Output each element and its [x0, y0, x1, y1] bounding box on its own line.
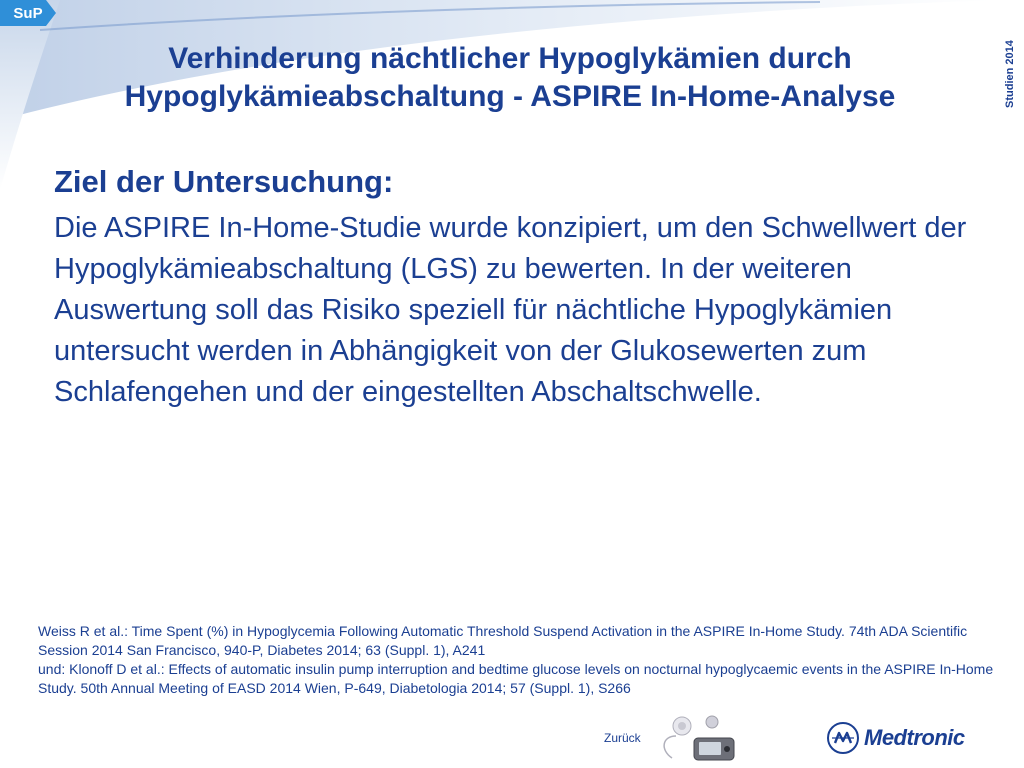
- main-content: [54, 162, 984, 413]
- medtronic-logo-icon: [826, 721, 860, 755]
- title-line-1: Verhinderung nächtlicher Hypoglykämien durch: [168, 42, 852, 75]
- sup-badge-label: SuP: [13, 4, 43, 22]
- reference-1: Weiss R et al.: Time Spent (%) in Hypoglycemia Following Automatic Threshold Suspend Activation in the ASPIRE In-Home Study. 74th ADA Scientific Session 2014 San Francisco, 940-P, Diabetes 2014; 63 (Suppl. 1), A241: [38, 623, 968, 658]
- logo-wordmark: Medtronic: [864, 725, 965, 750]
- references: [38, 622, 1008, 698]
- sup-badge: [0, 0, 56, 26]
- reference-2: und: Klonoff D et al.: Effects of automatic insulin pump interruption and bedtime glucose levels on nocturnal hypoglycaemic events in the ASPIRE In-Home Study. 50th Annual Meeting of EASD 2014 Wien, P-649, Diabetologia 2014; 57 (Suppl. 1), S266: [38, 661, 994, 696]
- side-label-text: Studien 2014: [1004, 40, 1016, 108]
- back-link[interactable]: Zurück: [604, 731, 641, 745]
- slide-title: [60, 40, 960, 116]
- body-paragraph: Die ASPIRE In-Home-Studie wurde konzipiert, um den Schwellwert der Hypoglykämieabschaltung (LGS) zu bewerten. In der weiteren Auswertung soll das Risiko speziell für nächtliche Hypoglykämien untersucht werden in Abhängigkeit von der Glukosewerten zum Schlafengehen und der eingestellten Abschaltschwelle.: [54, 212, 967, 408]
- medtronic-logo: [826, 720, 1002, 756]
- insulin-pump-device-icon: [652, 712, 742, 764]
- section-heading: Ziel der Untersuchung:: [54, 164, 394, 199]
- side-label: [1000, 18, 1020, 108]
- title-line-2: Hypoglykämieabschaltung - ASPIRE In-Home-Analyse: [124, 80, 896, 113]
